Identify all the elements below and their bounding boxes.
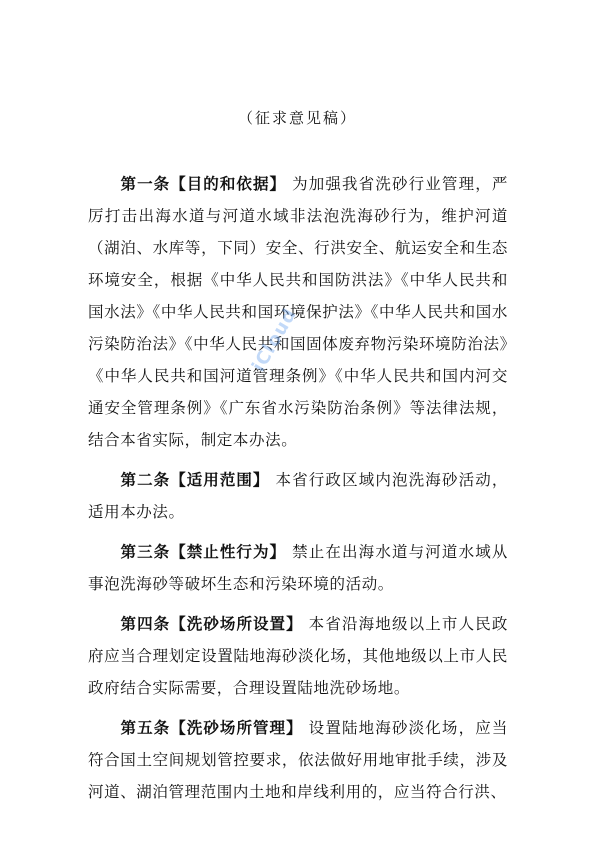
icloud-watermark: iCloud: [248, 304, 301, 376]
article-3: [88, 536, 508, 600]
article-1-heading: 第一条【目的和依据】: [120, 175, 287, 193]
article-2: [88, 464, 508, 528]
article-2-heading: 第二条【适用范围】: [120, 471, 270, 489]
document-subtitle: （征求意见稿）: [237, 109, 357, 127]
article-4: [88, 608, 508, 704]
article-4-heading: 第四条【洗砂场所设置】: [120, 615, 303, 633]
article-5-text: 设置陆地海砂淡化场，应当符合国土空间规划管控要求，依法做好用地审批手续，涉及河道、湖泊管理范围内土地和岸线利用的，应当符合行洪、: [88, 719, 508, 801]
article-5: [88, 712, 508, 808]
document-body: [88, 168, 508, 816]
article-1-text: 为加强我省洗砂行业管理，严厉打击出海水道与河道水域非法泡洗海砂行为，维护河道（湖泊、水库等，下同）安全、行洪安全、航运安全和生态环境安全，根据《中华人民共和国防洪法》《中华人民共和国水法》《中华人民共和国环境保护法》《中华人民共和国水污染防治法》《中华人民共和国固体废弃物污染环境防治法》《中华人民共和国河道管理条例》《中华人民共和国内河交通安全管理条例》《广东省水污染防治条例》等法律法规，结合本省实际，制定本办法。: [88, 175, 508, 449]
article-1: [88, 168, 508, 456]
article-4-text: 本省沿海地级以上市人民政府应当合理划定设置陆地海砂淡化场，其他地级以上市人民政府结合实际需要，合理设置陆地洗砂场地。: [88, 615, 508, 697]
article-3-heading: 第三条【禁止性行为】: [120, 543, 287, 561]
article-5-heading: 第五条【洗砂场所管理】: [120, 719, 303, 737]
article-2-text: 本省行政区域内泡洗海砂活动，适用本办法。: [88, 471, 508, 521]
article-3-text: 禁止在出海水道与河道水域从事泡洗海砂等破坏生态和污染环境的活动。: [88, 543, 508, 593]
